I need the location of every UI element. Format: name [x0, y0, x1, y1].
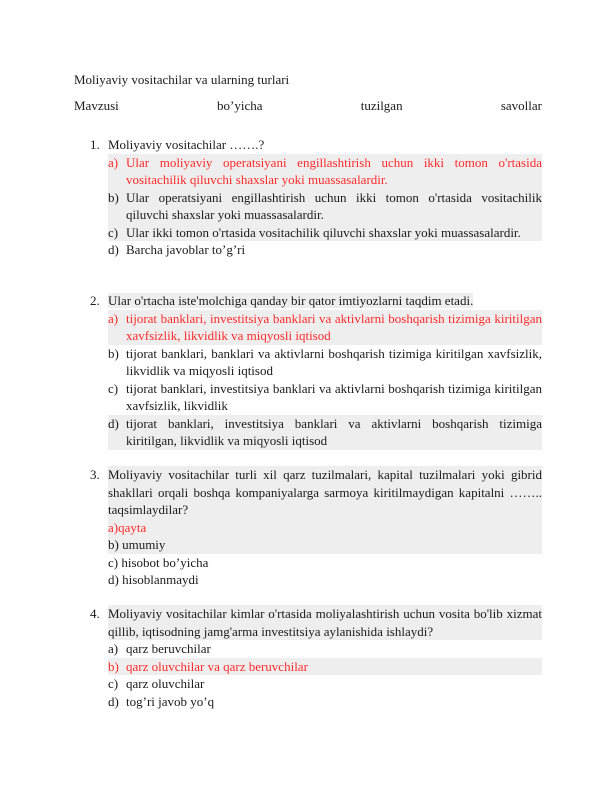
question-number: 3.	[90, 467, 100, 482]
subtitle-word: tuzilgan	[360, 98, 403, 113]
option-list	[108, 519, 542, 589]
option-list	[108, 310, 542, 450]
option-text: Barcha javoblar to’g’ri	[126, 242, 246, 257]
question-4	[90, 605, 542, 710]
question-text	[90, 136, 542, 154]
option-a	[108, 640, 542, 658]
question-body-text: Ular o'rtacha iste'molchiga qanday bir qator imtiyozlarni taqdim etadi.	[108, 293, 474, 308]
document-subtitle	[74, 97, 542, 115]
option-text: Ular ikki tomon o'rtasida vositachilik qiluvchi shaxslar yoki muassasalardir.	[126, 224, 521, 240]
question-2	[90, 292, 542, 450]
option-a	[108, 310, 542, 345]
option-b: b) umumiy	[108, 536, 542, 554]
subtitle-word: savollar	[500, 98, 542, 113]
option-b	[108, 189, 542, 224]
option-label: a)	[108, 154, 119, 170]
option-text: tijorat banklari, banklari va aktivlarni boshqarish tizimiga kiritilgan xavfsizlik, likvidlik va miqyosli iqtisod	[126, 345, 542, 378]
option-b	[108, 345, 542, 380]
option-d	[108, 241, 542, 259]
question-number: 1.	[90, 137, 100, 152]
option-c: c) hisobot bo’yicha	[108, 554, 209, 570]
question-1	[90, 136, 542, 259]
question-text	[90, 466, 542, 519]
question-text	[90, 292, 542, 310]
option-label: c)	[108, 676, 119, 691]
option-list	[108, 640, 542, 710]
question-text	[90, 605, 542, 640]
document-title: Moliyaviy vositachilar va ularning turlari	[74, 72, 290, 87]
option-label: d)	[108, 693, 119, 709]
option-d	[108, 693, 542, 711]
question-body: Moliyaviy vositachilar …….?	[108, 137, 265, 152]
option-c	[108, 224, 542, 242]
question-number: 4.	[90, 606, 100, 621]
option-text: Ular moliyaviy operatsiyani engillashtirish uchun ikki tomon o'rtasida vositachilik qiluvchi shaxslar yoki muassasalardir.	[126, 154, 542, 187]
option-c	[108, 675, 542, 693]
option-label: d)	[108, 415, 119, 431]
option-text: qarz beruvchilar	[126, 641, 211, 656]
option-text: qarz oluvchilar	[126, 676, 205, 691]
subtitle-word: Mavzusi	[74, 98, 119, 113]
option-text: tijorat banklari, investitsiya banklari va aktivlarni boshqarish tizimiga kiritilgan, likvidlik va miqyosli iqtisod	[126, 415, 542, 448]
option-list	[108, 154, 542, 259]
option-label: b)	[108, 189, 119, 205]
option-c	[108, 380, 542, 415]
option-a	[108, 154, 542, 189]
option-text: qarz oluvchilar va qarz beruvchilar	[126, 658, 308, 674]
question-body: Moliyaviy vositachilar kimlar o'rtasida moliyalashtirish uchun vosita bo'lib xizmat qillib, iqtisodning jamg'arma investitsiya aylanishida ishlaydi?	[108, 606, 542, 639]
subtitle-word: bo’yicha	[217, 98, 263, 113]
option-text: tijorat banklari, investitsiya banklari va aktivlarni boshqarish tizimiga kiritilgan xavfsizlik, likvidlik	[126, 380, 542, 413]
option-label: a)	[108, 310, 119, 326]
option-text: Ular operatsiyani engillashtirish uchun ikki tomon o'rtasida vositachilik qiluvchi shaxslar yoki muassasalardir.	[126, 189, 542, 222]
option-text: tijorat banklari, investitsiya banklari va aktivlarni boshqarish tizimiga kiritilgan xavfsizlik, likvidlik va miqyosli iqtisod	[126, 310, 542, 343]
option-label: c)	[108, 380, 119, 396]
question-number: 2.	[90, 293, 100, 308]
option-label: b)	[108, 658, 119, 674]
option-d: d) hisoblanmaydi	[108, 572, 199, 587]
option-label: a)	[108, 641, 119, 656]
question-body	[108, 292, 542, 310]
option-label: b)	[108, 345, 119, 361]
option-a: a)qayta	[108, 519, 542, 537]
option-b	[108, 658, 542, 676]
question-body: Moliyaviy vositachilar turli xil qarz tuzilmalari, kapital tuzilmalari yoki gibrid shakllari orqali boshqa kompaniyalarga sarmoya kiritilmaydigan kapitalni …….. taqsimlaydilar?	[108, 467, 542, 517]
option-label: c)	[108, 224, 119, 240]
option-text: tog’ri javob yo’q	[126, 693, 215, 709]
option-label: d)	[108, 242, 119, 257]
question-3	[90, 466, 542, 589]
option-d	[108, 415, 542, 450]
